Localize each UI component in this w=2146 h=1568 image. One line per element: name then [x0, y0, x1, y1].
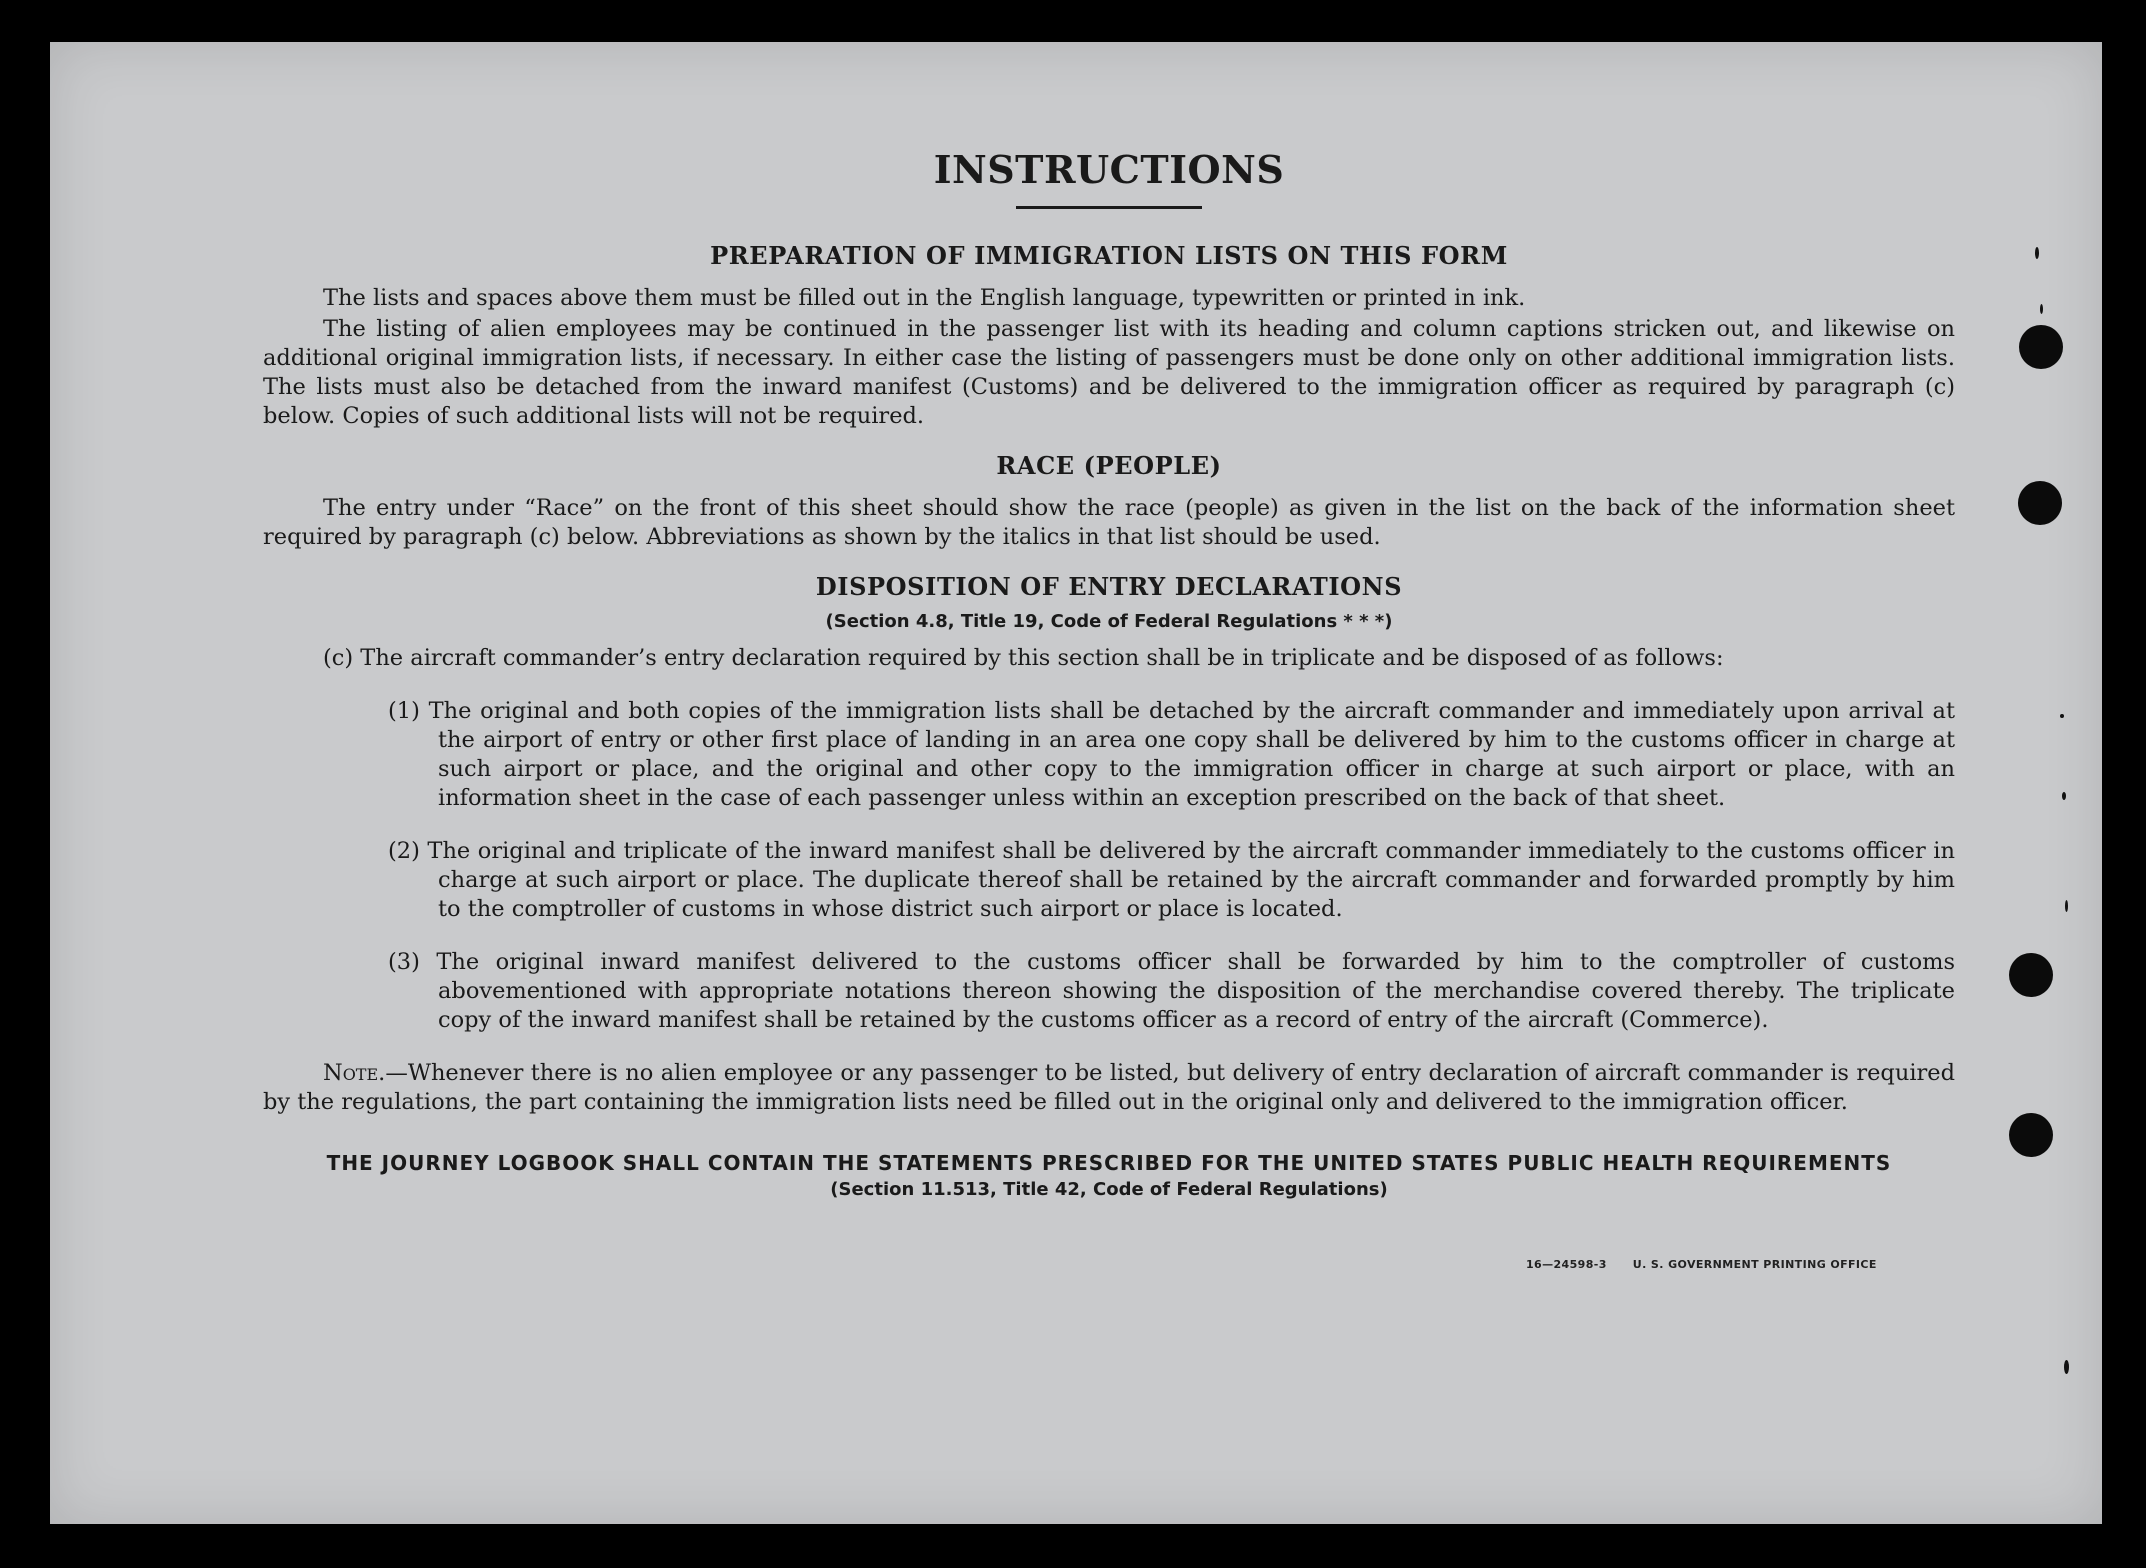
disposition-item: (2) The original and triplicate of the inward manifest shall be delivered by the aircraft commander immediately to the customs officer in charge at such airport or place. The duplicate thereof shall be retained by the aircraft commander and forwarded promptly by him to the comptroller of customs in whose district such airport or place is located.: [388, 838, 1955, 922]
speck: [2065, 900, 2068, 912]
speck: [2060, 714, 2064, 718]
note-text: —Whenever there is no alien employee or any passenger to be listed, but delivery of entry declaration of aircraft commander is required by the regulations, the part containing the immigration lists need be filled out in the original only and delivered to the immigration officer.: [263, 1060, 1955, 1115]
document-page: [50, 42, 2102, 1524]
disposition-section: [263, 572, 1955, 1035]
preparation-heading: PREPARATION OF IMMIGRATION LISTS ON THIS FORM: [710, 241, 1508, 270]
page-title: INSTRUCTIONS: [933, 147, 1285, 192]
punch-hole: [2018, 481, 2062, 525]
disposition-item: (1) The original and both copies of the immigration lists shall be detached by the aircraft commander and immediately upon arrival at the airport of entry or other first place of landing in an area one copy shall be delivered by him to the customs officer in charge at such airport or place, and the original and other copy to the immigration officer in charge at such airport or place, with an information sheet in the case of each passenger unless within an exception prescribed on the back of that sheet.: [388, 698, 1955, 811]
printer-imprint: [1526, 1258, 1877, 1271]
preparation-paragraph: The lists and spaces above them must be filled out in the English language, typewritten or printed in ink.: [323, 285, 1526, 311]
journey-citation: (Section 11.513, Title 42, Code of Federal Regulations): [830, 1179, 1388, 1200]
speck: [2040, 304, 2043, 314]
speck: [2035, 247, 2039, 259]
race-paragraph: The entry under “Race” on the front of this sheet should show the race (people) as given in the list on the back of the information sheet required by paragraph (c) below. Abbreviations as shown by the italics in that list should be used.: [263, 495, 1955, 550]
disposition-heading: DISPOSITION OF ENTRY DECLARATIONS: [815, 572, 1403, 601]
speck: [2064, 1360, 2069, 1374]
instructions-content: [263, 102, 1955, 1200]
journey-statement: THE JOURNEY LOGBOOK SHALL CONTAIN THE STATEMENTS PRESCRIBED FOR THE UNITED STATES PUBLIC HEALTH REQUIREMENTS: [326, 1151, 1892, 1175]
punch-hole: [2009, 1113, 2053, 1157]
printer-name: U. S. GOVERNMENT PRINTING OFFICE: [1632, 1258, 1877, 1271]
race-section: [263, 451, 1955, 552]
race-heading: RACE (PEOPLE): [996, 451, 1222, 480]
form-number: 16—24598-3: [1526, 1258, 1607, 1271]
note-paragraph: [263, 1059, 1955, 1117]
disposition-lead: (c) The aircraft commander’s entry declaration required by this section shall be in triplicate and be disposed of as follows:: [323, 645, 1724, 671]
note-label: Note.: [323, 1060, 386, 1086]
title-divider: [1016, 206, 1202, 209]
disposition-citation: (Section 4.8, Title 19, Code of Federal Regulations * * *): [825, 611, 1393, 632]
disposition-item: (3) The original inward manifest delivered to the customs officer shall be forwarded by him to the comptroller of customs abovementioned with appropriate notations thereon showing the disposition of the merchandise covered thereby. The triplicate copy of the inward manifest shall be retained by the customs officer as a record of entry of the aircraft (Commerce).: [388, 949, 1955, 1033]
preparation-section: [263, 241, 1955, 431]
speck: [2062, 792, 2066, 800]
preparation-paragraph: The listing of alien employees may be continued in the passenger list with its heading and column captions stricken out, and likewise on additional original immigration lists, if necessary. In either case the listing of passengers must be done only on other additional immigration lists. The lists must also be detached from the inward manifest (Customs) and be delivered to the immigration officer as required by paragraph (c) below. Copies of such additional lists will not be required.: [263, 316, 1955, 429]
punch-hole: [2009, 953, 2053, 997]
punch-hole: [2019, 325, 2063, 369]
